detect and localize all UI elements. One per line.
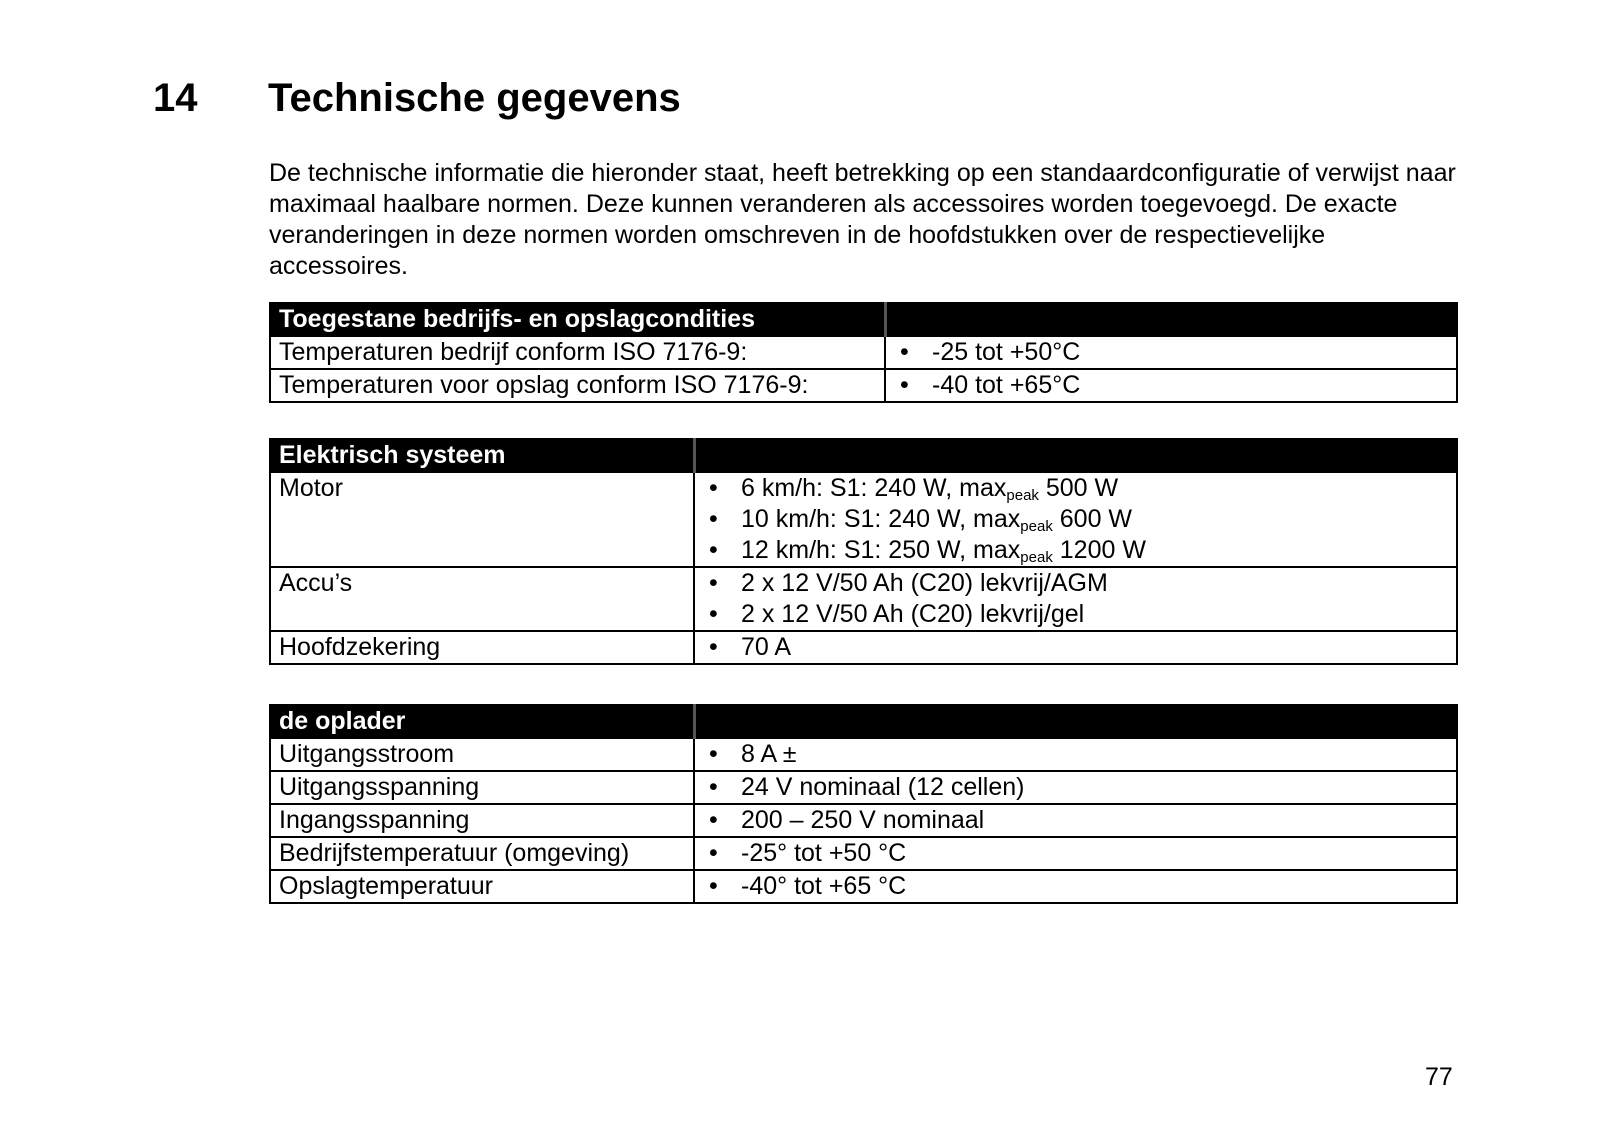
value-item: • -25° tot +50 °C — [703, 838, 1456, 869]
section-title: Technische gegevens — [268, 76, 681, 120]
table-row — [270, 369, 1457, 402]
table-row — [270, 870, 1457, 903]
value-item: • 2 x 12 V/50 Ah (C20) lekvrij/gel — [703, 599, 1456, 630]
value-item: • 70 A — [703, 632, 1456, 663]
value-item: • -25 tot +50°C — [894, 337, 1456, 368]
value-item: • 10 km/h: S1: 240 W, $\max_{peak} 600$ W — [703, 504, 1456, 535]
row-label: Motor — [270, 472, 694, 567]
charger-table — [269, 704, 1458, 904]
table-row — [270, 837, 1457, 870]
table-title: Toegestane bedrijfs- en opslagcondities — [270, 303, 885, 336]
value-item: • 2 x 12 V/50 Ah (C20) lekvrij/AGM — [703, 568, 1456, 599]
section-number: 14 — [153, 76, 198, 120]
page-number: 77 — [1425, 1063, 1453, 1091]
row-label: Accu’s — [270, 567, 694, 631]
table-row — [270, 472, 1457, 567]
value-item: • 200 – 250 V nominaal — [703, 805, 1456, 836]
table-title: de oplader — [270, 705, 694, 738]
table-row — [270, 804, 1457, 837]
table-row — [270, 336, 1457, 369]
value-item: • 12 km/h: S1: 250 W, $\max_{peak} 1200$ W — [703, 535, 1456, 566]
table-title: Elektrisch systeem — [270, 439, 694, 472]
value-item: • 6 km/h: S1: 240 W, $\max_{peak} 500$ W — [703, 473, 1456, 504]
intro-paragraph — [269, 158, 1469, 282]
row-label: Uitgangsspanning — [270, 771, 694, 804]
value-item: • 24 V nominaal (12 cellen) — [703, 772, 1456, 803]
row-label: Hoofdzekering — [270, 631, 694, 664]
conditions-table — [269, 302, 1458, 403]
table-header-row — [270, 439, 1457, 472]
table-row — [270, 631, 1457, 664]
row-label: Uitgangsstroom — [270, 738, 694, 771]
table-row — [270, 567, 1457, 631]
row-label: Ingangsspanning — [270, 804, 694, 837]
intro-text: De technische informatie die hieronder staat, heeft betrekking op een standaardconfiguratie of verwijst naar maximaal haalbare normen. Deze kunnen veranderen als accessoires worden toegevoegd. De exacte veranderingen in deze normen worden omschreven in de hoofdstukken over de respectievelijke accessoires. — [269, 159, 1456, 280]
electrical-system-table — [269, 438, 1458, 665]
table-row — [270, 771, 1457, 804]
table-header-row — [270, 705, 1457, 738]
row-label: Bedrijfstemperatuur (omgeving) — [270, 837, 694, 870]
table-header-row — [270, 303, 1457, 336]
value-item: • -40° tot +65 °C — [703, 871, 1456, 902]
value-item: • -40 tot +65°C — [894, 370, 1456, 401]
table-row — [270, 738, 1457, 771]
row-label: Temperaturen voor opslag conform ISO 7176-9: — [270, 369, 885, 402]
row-label: Opslagtemperatuur — [270, 870, 694, 903]
value-item: • 8 A ± — [703, 739, 1456, 770]
row-label: Temperaturen bedrijf conform ISO 7176-9: — [270, 336, 885, 369]
